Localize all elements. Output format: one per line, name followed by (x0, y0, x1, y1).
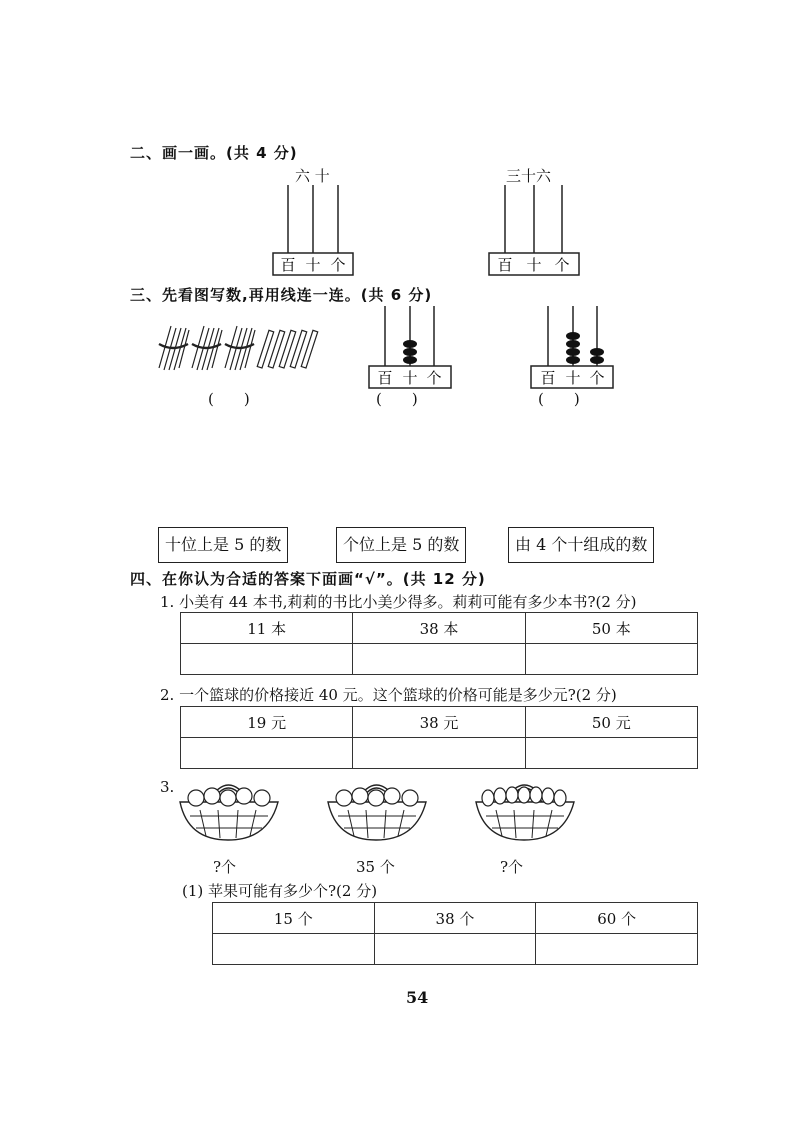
page-number: 54 (406, 988, 429, 1007)
question-1-answer-table (180, 612, 698, 675)
q1-answer-cell-2[interactable] (353, 644, 525, 675)
abacus-1-label-hundreds: 百 (280, 256, 296, 274)
abacus-bead (566, 332, 580, 340)
basket-3-label: ?个 (500, 858, 524, 876)
q2-option-2: 38 元 (353, 707, 525, 738)
answer-paren-c[interactable]: ( ) (538, 390, 580, 408)
abacus-bead (566, 348, 580, 356)
abacus-2 (488, 185, 580, 275)
abacus-b-beads (403, 340, 417, 364)
q3-1-answer-cell-2[interactable] (374, 934, 536, 965)
q3-1-option-1: 15 个 (213, 903, 375, 934)
abacus-2-number: 三十六 (506, 167, 552, 185)
abacus-2-label-hundreds: 百 (497, 256, 513, 274)
abacus-1-number: 六 十 (295, 167, 330, 185)
abacus-bead (403, 340, 417, 348)
abacus-b-label-tens: 十 (402, 369, 418, 387)
fruit-baskets-image (178, 776, 598, 844)
question-1-text: 1. 小美有 44 本书,莉莉的书比小美少得多。莉莉可能有多少本书?(2 分) (160, 593, 637, 611)
question-3-1-text: (1) 苹果可能有多少个?(2 分) (182, 882, 378, 900)
question-2-text: 2. 一个篮球的价格接近 40 元。这个篮球的价格可能是多少元?(2 分) (160, 686, 617, 704)
basket-2-label: 35 个 (356, 858, 395, 876)
abacus-1-label-tens: 十 (305, 256, 321, 274)
abacus-bead (590, 348, 604, 356)
question-2-answer-table (180, 706, 698, 769)
section-4-title: 四、在你认为合适的答案下面画“√”。(共 12 分) (130, 570, 486, 588)
q3-1-answer-cell-1[interactable] (213, 934, 375, 965)
q2-option-1: 19 元 (181, 707, 353, 738)
abacus-b-label-ones: 个 (426, 369, 442, 387)
abacus-bead (566, 356, 580, 364)
q1-answer-cell-3[interactable] (525, 644, 697, 675)
basket-1-label: ?个 (213, 858, 237, 876)
question-3-number: 3. (160, 778, 175, 796)
q1-answer-cell-1[interactable] (181, 644, 353, 675)
abacus-c-label-hundreds: 百 (540, 369, 556, 387)
match-box-tens-5[interactable]: 十位上是 5 的数 (158, 527, 288, 563)
abacus-bead (590, 356, 604, 364)
abacus-b (368, 306, 452, 388)
section-3-title: 三、先看图写数,再用线连一连。(共 6 分) (130, 286, 433, 304)
answer-paren-a[interactable]: ( ) (208, 390, 250, 408)
question-3-1-answer-table (212, 902, 698, 965)
abacus-bead (566, 340, 580, 348)
q3-1-option-3: 60 个 (536, 903, 698, 934)
match-box-ones-5[interactable]: 个位上是 5 的数 (336, 527, 466, 563)
q3-1-option-2: 38 个 (374, 903, 536, 934)
match-box-four-tens[interactable]: 由 4 个十组成的数 (508, 527, 654, 563)
answer-paren-b[interactable]: ( ) (376, 390, 418, 408)
abacus-bead (403, 356, 417, 364)
q2-answer-cell-2[interactable] (353, 738, 525, 769)
q1-option-3: 50 本 (525, 613, 697, 644)
abacus-2-label-ones: 个 (554, 256, 570, 274)
q2-answer-cell-1[interactable] (181, 738, 353, 769)
q3-1-answer-cell-3[interactable] (536, 934, 698, 965)
q2-option-3: 50 元 (525, 707, 697, 738)
abacus-bead (403, 348, 417, 356)
q1-option-1: 11 本 (181, 613, 353, 644)
abacus-c-label-ones: 个 (589, 369, 605, 387)
abacus-b-label-hundreds: 百 (377, 369, 393, 387)
abacus-1-label-ones: 个 (330, 256, 346, 274)
abacus-c (530, 306, 614, 388)
section-2-title: 二、画一画。(共 4 分) (130, 144, 298, 162)
abacus-1 (272, 185, 354, 275)
stick-bundles-image (155, 322, 335, 374)
abacus-2-label-tens: 十 (526, 256, 542, 274)
q2-answer-cell-3[interactable] (525, 738, 697, 769)
q1-option-2: 38 本 (353, 613, 525, 644)
abacus-c-beads (566, 332, 604, 364)
abacus-c-label-tens: 十 (565, 369, 581, 387)
